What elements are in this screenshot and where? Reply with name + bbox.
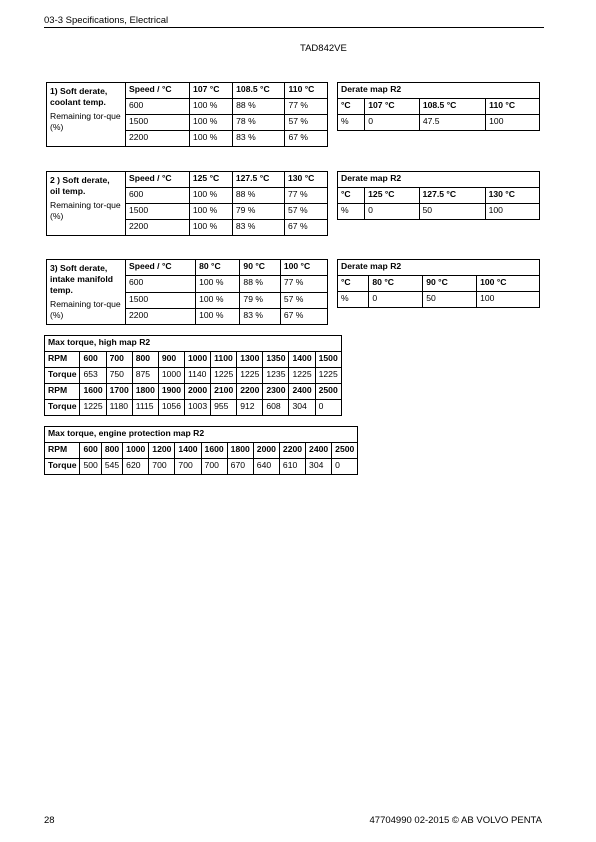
header-cell: 125 °C — [189, 172, 232, 188]
cell: 88 % — [233, 99, 285, 115]
cell: 1225 — [237, 368, 263, 384]
header-cell: 130 °C — [485, 188, 539, 204]
cell: 1225 — [289, 368, 315, 384]
cell: 57 % — [285, 204, 328, 220]
cell: 600 — [126, 99, 190, 115]
header-cell: Speed / °C — [126, 83, 190, 99]
cell: 77 % — [280, 276, 327, 292]
header-cell: 107 °C — [365, 99, 420, 115]
cell: RPM — [45, 384, 80, 400]
cell: 1000 — [158, 368, 184, 384]
cell: 1350 — [263, 352, 289, 368]
header-cell: 130 °C — [285, 172, 328, 188]
header-cell: 90 °C — [240, 260, 280, 276]
cell: 2400 — [306, 443, 332, 459]
cell: 1800 — [227, 443, 253, 459]
soft-derate-intake-table — [46, 259, 328, 325]
max-torque-high-map-table — [44, 335, 342, 416]
cell: 67 % — [285, 220, 328, 236]
cell: 100 — [486, 115, 540, 131]
cell: 1800 — [132, 384, 158, 400]
cell: % — [338, 204, 365, 220]
cell: 670 — [227, 459, 253, 475]
document-id: 47704990 02-2015 © AB VOLVO PENTA — [369, 815, 542, 826]
derate-subtitle: Remaining tor-que (%) — [50, 299, 121, 320]
cell: 600 — [80, 352, 106, 368]
header-cell: Speed / °C — [126, 260, 196, 276]
cell: 1225 — [80, 400, 106, 416]
cell: 88 % — [240, 276, 280, 292]
cell: 2500 — [332, 443, 358, 459]
table-title: Max torque, engine protection map R2 — [45, 427, 358, 443]
cell: 700 — [175, 459, 201, 475]
cell: 100 % — [190, 115, 233, 131]
cell: 608 — [263, 400, 289, 416]
cell: 0 — [365, 204, 419, 220]
cell: 1235 — [263, 368, 289, 384]
cell: 304 — [289, 400, 315, 416]
cell: 1600 — [201, 443, 227, 459]
torque-row — [45, 400, 342, 416]
header-cell: 100 °C — [280, 260, 327, 276]
header-cell: 100 °C — [477, 276, 540, 292]
header-cell: 110 °C — [285, 83, 328, 99]
cell: 0 — [369, 292, 423, 308]
cell: 100 % — [196, 292, 240, 308]
cell: 700 — [149, 459, 175, 475]
cell: 100 % — [190, 99, 233, 115]
header-cell: 108.5 °C — [419, 99, 485, 115]
cell: 1900 — [158, 384, 184, 400]
cell: 1000 — [184, 352, 210, 368]
cell: 304 — [306, 459, 332, 475]
cell: 1225 — [211, 368, 237, 384]
rpm-row — [45, 443, 358, 459]
cell: 100 — [477, 292, 540, 308]
derate-label-cell — [47, 83, 126, 147]
derate-title: 2 ) Soft derate, oil temp. — [50, 175, 110, 196]
derate-title: 1) Soft derate, coolant temp. — [50, 86, 108, 107]
header-cell: 80 °C — [196, 260, 240, 276]
cell: 0 — [332, 459, 358, 475]
header-cell: Speed / °C — [126, 172, 190, 188]
cell: 1200 — [149, 443, 175, 459]
cell: 47.5 — [419, 115, 485, 131]
cell: 620 — [123, 459, 149, 475]
cell: 955 — [211, 400, 237, 416]
header-cell: 110 °C — [486, 99, 540, 115]
cell: 79 % — [240, 292, 280, 308]
derate-title: 3) Soft derate, intake manifold temp. — [50, 263, 114, 295]
header-cell: °C — [338, 276, 369, 292]
cell: 912 — [237, 400, 263, 416]
cell: 67 % — [285, 131, 328, 147]
table-title: Max torque, high map R2 — [45, 336, 342, 352]
cell: 1300 — [237, 352, 263, 368]
derate-map-coolant-table — [337, 82, 540, 131]
derate-subtitle: Remaining tor-que (%) — [50, 200, 121, 221]
cell: 1500 — [126, 292, 196, 308]
cell: 2500 — [315, 384, 341, 400]
max-torque-protection-map-table — [44, 426, 358, 475]
cell: 500 — [80, 459, 101, 475]
cell: 1400 — [175, 443, 201, 459]
cell: 100 % — [196, 308, 240, 324]
cell: 600 — [126, 188, 190, 204]
cell: 800 — [132, 352, 158, 368]
header-cell: 107 °C — [190, 83, 233, 99]
cell: 1180 — [106, 400, 132, 416]
cell: 83 % — [240, 308, 280, 324]
cell: Torque — [45, 400, 80, 416]
cell: 750 — [106, 368, 132, 384]
cell: 610 — [279, 459, 305, 475]
cell: 1056 — [158, 400, 184, 416]
cell: 67 % — [280, 308, 327, 324]
derate-label-cell — [47, 260, 126, 325]
derate-subtitle: Remaining tor-que (%) — [50, 111, 121, 132]
cell: 640 — [253, 459, 279, 475]
cell: 2200 — [126, 220, 190, 236]
header-cell: °C — [338, 188, 365, 204]
header-divider — [44, 27, 544, 28]
cell: 100 % — [196, 276, 240, 292]
cell: 100 % — [189, 188, 232, 204]
soft-derate-coolant-table — [46, 82, 328, 147]
cell: 77 % — [285, 188, 328, 204]
derate-map-intake-table — [337, 259, 540, 308]
cell: 100 — [485, 204, 539, 220]
cell: 900 — [158, 352, 184, 368]
map-title: Derate map R2 — [338, 172, 540, 188]
torque-row — [45, 368, 342, 384]
rpm-row — [45, 352, 342, 368]
cell: 100 % — [189, 204, 232, 220]
header-cell: °C — [338, 99, 365, 115]
header-cell: 127.5 °C — [419, 188, 485, 204]
cell: 1500 — [315, 352, 341, 368]
cell: 1700 — [106, 384, 132, 400]
rpm-row — [45, 384, 342, 400]
map-title: Derate map R2 — [338, 260, 540, 276]
cell: 1500 — [126, 204, 190, 220]
header-cell: 108.5 °C — [233, 83, 285, 99]
engine-model: TAD842VE — [300, 43, 347, 54]
cell: 700 — [201, 459, 227, 475]
cell: 1000 — [123, 443, 149, 459]
cell: 700 — [106, 352, 132, 368]
cell: 77 % — [285, 99, 328, 115]
cell: % — [338, 292, 369, 308]
cell: 50 — [423, 292, 477, 308]
page-number: 28 — [44, 815, 55, 826]
cell: 600 — [80, 443, 101, 459]
header-cell: 80 °C — [369, 276, 423, 292]
cell: 57 % — [285, 115, 328, 131]
section-title: 03-3 Specifications, Electrical — [44, 15, 169, 26]
cell: % — [338, 115, 365, 131]
cell: 1100 — [211, 352, 237, 368]
cell: 1225 — [315, 368, 341, 384]
cell: 2000 — [253, 443, 279, 459]
cell: 83 % — [232, 220, 284, 236]
cell: 100 % — [190, 131, 233, 147]
cell: 2400 — [289, 384, 315, 400]
header-cell: 90 °C — [423, 276, 477, 292]
cell: 800 — [101, 443, 122, 459]
cell: 83 % — [233, 131, 285, 147]
header-cell: 125 °C — [365, 188, 419, 204]
cell: 1115 — [132, 400, 158, 416]
cell: 1140 — [184, 368, 210, 384]
cell: 88 % — [232, 188, 284, 204]
cell: 2200 — [126, 308, 196, 324]
header-cell: 127.5 °C — [232, 172, 284, 188]
torque-row — [45, 459, 358, 475]
cell: 1500 — [126, 115, 190, 131]
cell: RPM — [45, 443, 80, 459]
cell: 2200 — [126, 131, 190, 147]
cell: 2100 — [211, 384, 237, 400]
cell: Torque — [45, 368, 80, 384]
cell: 1400 — [289, 352, 315, 368]
derate-map-oil-table — [337, 171, 540, 220]
cell: 1003 — [184, 400, 210, 416]
cell: 2200 — [237, 384, 263, 400]
cell: 875 — [132, 368, 158, 384]
cell: 2300 — [263, 384, 289, 400]
cell: 653 — [80, 368, 106, 384]
cell: 0 — [365, 115, 420, 131]
cell: 78 % — [233, 115, 285, 131]
cell: 545 — [101, 459, 122, 475]
cell: Torque — [45, 459, 80, 475]
cell: 50 — [419, 204, 485, 220]
soft-derate-oil-table — [46, 171, 328, 236]
cell: 2000 — [184, 384, 210, 400]
cell: 2200 — [279, 443, 305, 459]
cell: RPM — [45, 352, 80, 368]
map-title: Derate map R2 — [338, 83, 540, 99]
cell: 100 % — [189, 220, 232, 236]
cell: 1600 — [80, 384, 106, 400]
derate-label-cell — [47, 172, 126, 236]
cell: 79 % — [232, 204, 284, 220]
cell: 600 — [126, 276, 196, 292]
cell: 57 % — [280, 292, 327, 308]
cell: 0 — [315, 400, 341, 416]
